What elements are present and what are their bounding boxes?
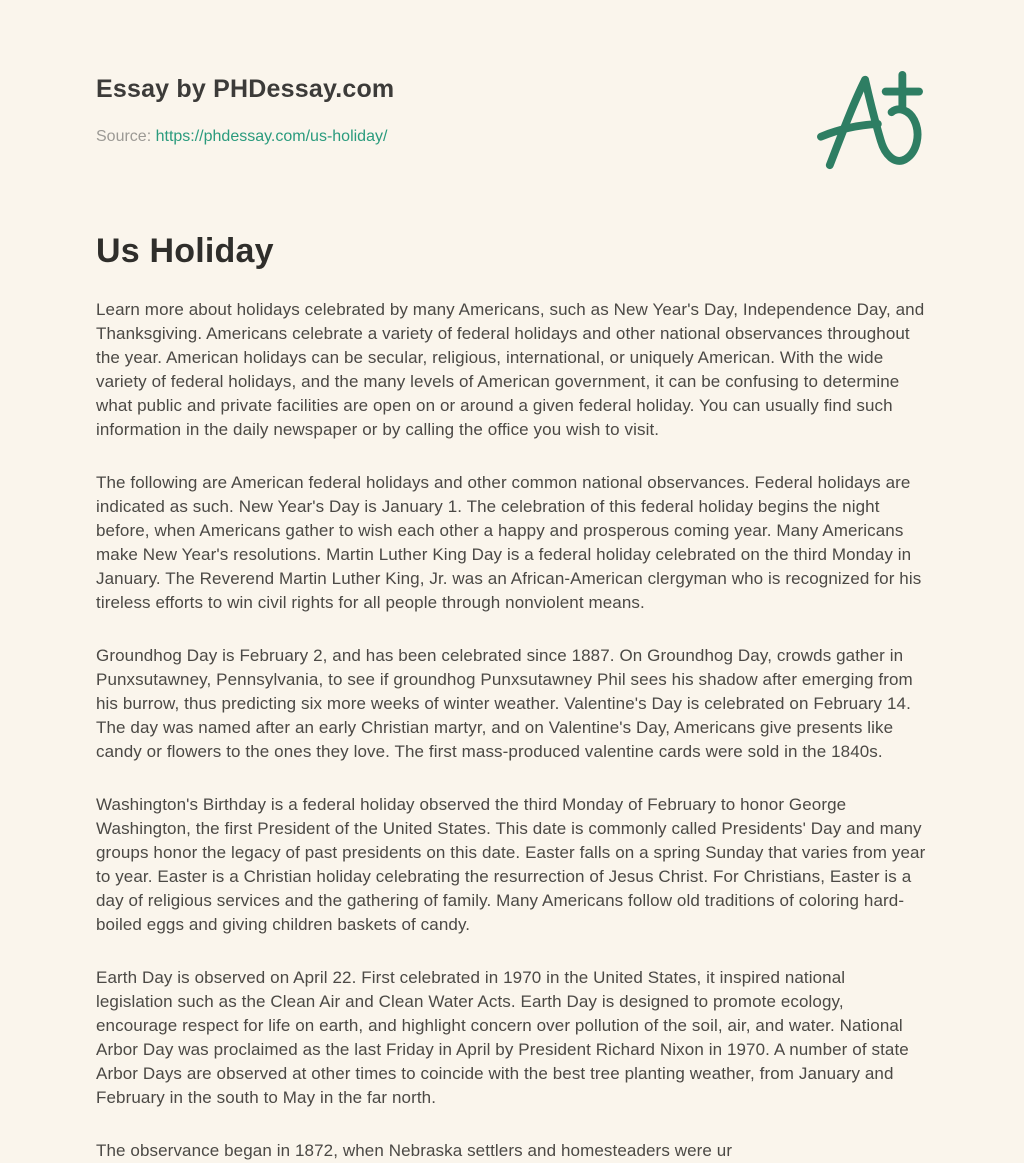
a-plus-logo-icon (816, 70, 924, 172)
article-body (96, 298, 926, 1163)
byline-heading: Essay by PHDessay.com (96, 75, 395, 103)
paragraph-new-years-mlk: The following are American federal holidays and other common national observances. Federal holidays are indicated as such. New Year's Day is January 1. The celebration of this federal holiday begins the night before, when Americans gather to wish each other a happy and prosperous coming year. Many Americans make New Year's resolutions. Martin Luther King Day is a federal holiday celebrated on the third Monday in January. The Reverend Martin Luther King, Jr. was an African-American clergyman who is recognized for his tireless efforts to win civil rights for all people through nonviolent means. (96, 473, 922, 612)
page-title: Us Holiday (96, 232, 274, 270)
paragraph-groundhog-valentines: Groundhog Day is February 2, and has been celebrated since 1887. On Groundhog Day, crowds gather in Punxsutawney, Pennsylvania, to see if groundhog Punxsutawney Phil sees his shadow after emerging from his burrow, thus predicting six more weeks of winter weather. Valentine's Day is celebrated on February 14. The day was named after an early Christian martyr, and on Valentine's Day, Americans give presents like candy or flowers to the ones they love. The first mass-produced valentine cards were sold in the 1840s. (96, 646, 913, 761)
paragraph-earth-arbor-day: Earth Day is observed on April 22. First celebrated in 1970 in the United States, it inspired national legislation such as the Clean Air and Clean Water Acts. Earth Day is designed to promote ecology, encourage respect for life on earth, and highlight concern over pollution of the soil, air, and water. National Arbor Day was proclaimed as the last Friday in April by President Richard Nixon in 1970. A number of state Arbor Days are observed at other times to coincide with the best tree planting weather, from January and February in the south to May in the far north. (96, 968, 909, 1107)
paragraph-observance-truncated: The observance began in 1872, when Nebraska settlers and homesteaders were ur (96, 1141, 733, 1160)
source-url-link[interactable]: https://phdessay.com/us-holiday/ (155, 128, 388, 145)
header-text-block (96, 70, 394, 146)
source-line (96, 128, 394, 146)
paragraph-washington-easter: Washington's Birthday is a federal holiday observed the third Monday of February to honor George Washington, the first President of the United States. This date is commonly called Presidents' Day and many groups honor the legacy of past presidents on this date. Easter falls on a spring Sunday that varies from year to year. Easter is a Christian holiday celebrating the resurrection of Jesus Christ. For Christians, Easter is a day of religious services and the gathering of family. Many Americans follow old traditions of coloring hard-boiled eggs and giving children baskets of candy. (96, 795, 926, 934)
page-header (96, 70, 926, 172)
source-label: Source: (96, 128, 152, 145)
paragraph-intro: Learn more about holidays celebrated by many Americans, such as New Year's Day, Independence Day, and Thanksgiving. Americans celebrate a variety of federal holidays and other national observances throughout the year. American holidays can be secular, religious, international, or uniquely American. With the wide variety of federal holidays, and the many levels of American government, it can be confusing to determine what public and private facilities are open on or around a given federal holiday. You can usually find such information in the daily newspaper or by calling the office you wish to visit. (96, 300, 925, 439)
